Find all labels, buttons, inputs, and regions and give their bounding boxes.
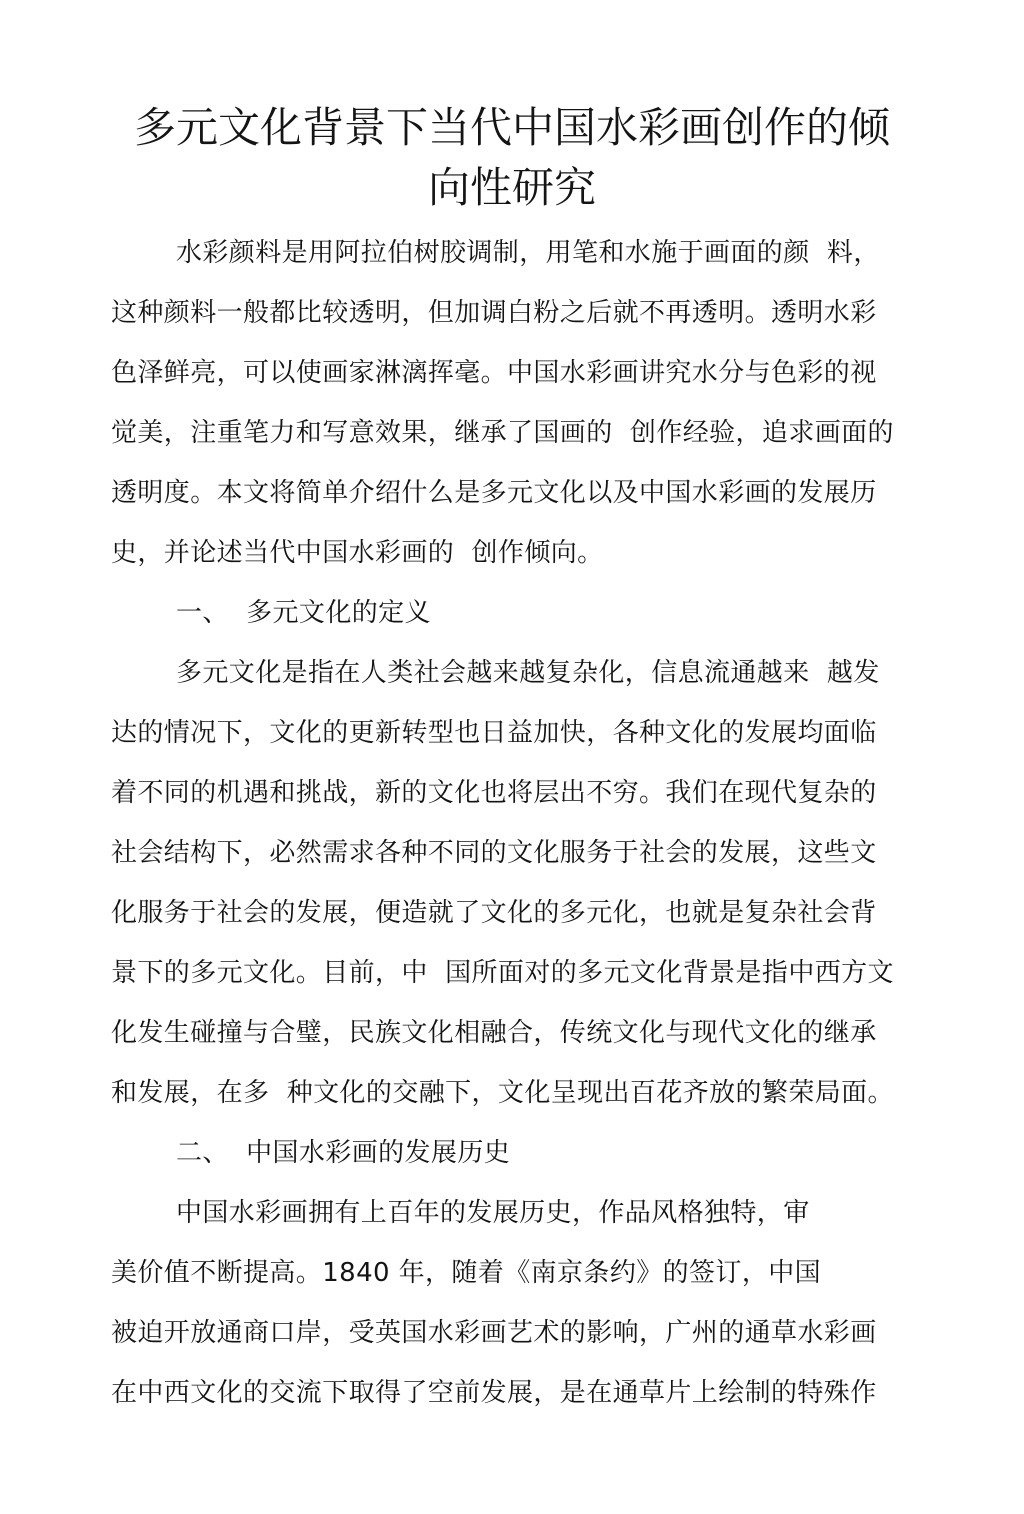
paragraph-line: 透明度。本文将简单介绍什么是多元文化以及中国水彩画的发展历 — [111, 478, 877, 508]
paragraph-line: 景下的多元文化。目前，中 国所面对的多元文化背景是指中西方文 — [111, 958, 894, 988]
paragraph-line: 中国水彩画拥有上百年的发展历史，作品风格独特，审 — [176, 1198, 810, 1228]
paragraph-line: 着不同的机遇和挑战，新的文化也将层出不穷。我们在现代复杂的 — [111, 778, 877, 808]
paragraph-line: 达的情况下，文化的更新转型也日益加快，各种文化的发展均面临 — [111, 718, 877, 748]
paragraph-line: 史，并论述当代中国水彩画的 创作倾向。 — [111, 538, 604, 568]
paragraph-line: 美价值不断提高。1840 年，随着《南京条约》的签订，中国 — [111, 1258, 822, 1288]
paragraph-line: 色泽鲜亮，可以使画家淋漓挥毫。中国水彩画讲究水分与色彩的视 — [111, 358, 877, 388]
paragraph-line: 和发展，在多 种文化的交融下，文化呈现出百花齐放的繁荣局面。 — [111, 1078, 894, 1108]
paragraph-line: 化发生碰撞与合璧，民族文化相融合，传统文化与现代文化的继承 — [111, 1018, 877, 1048]
section-heading-1: 一、 多元文化的定义 — [176, 598, 431, 628]
document-title-line-2: 向性研究 — [427, 163, 596, 212]
paragraph-line: 觉美，注重笔力和写意效果，继承了国画的 创作经验，追求画面的 — [111, 418, 894, 448]
paragraph-line: 在中西文化的交流下取得了空前发展，是在通草片上绘制的特殊作 — [111, 1378, 877, 1408]
paragraph-line: 被迫开放通商口岸，受英国水彩画艺术的影响，广州的通草水彩画 — [111, 1318, 877, 1348]
section-heading-2: 二、 中国水彩画的发展历史 — [176, 1138, 511, 1168]
paragraph-line: 这种颜料一般都比较透明，但加调白粉之后就不再透明。透明水彩 — [111, 298, 877, 328]
document-title-line-1: 多元文化背景下当代中国水彩画创作的倾 — [133, 103, 890, 152]
paragraph-line: 多元文化是指在人类社会越来越复杂化，信息流通越来 越发 — [176, 658, 880, 688]
paragraph-line: 水彩颜料是用阿拉伯树胶调制，用笔和水施于画面的颜 料， — [176, 238, 880, 268]
paragraph-line: 化服务于社会的发展，便造就了文化的多元化，也就是复杂社会背 — [111, 898, 877, 928]
paragraph-line: 社会结构下，必然需求各种不同的文化服务于社会的发展，这些文 — [111, 838, 877, 868]
